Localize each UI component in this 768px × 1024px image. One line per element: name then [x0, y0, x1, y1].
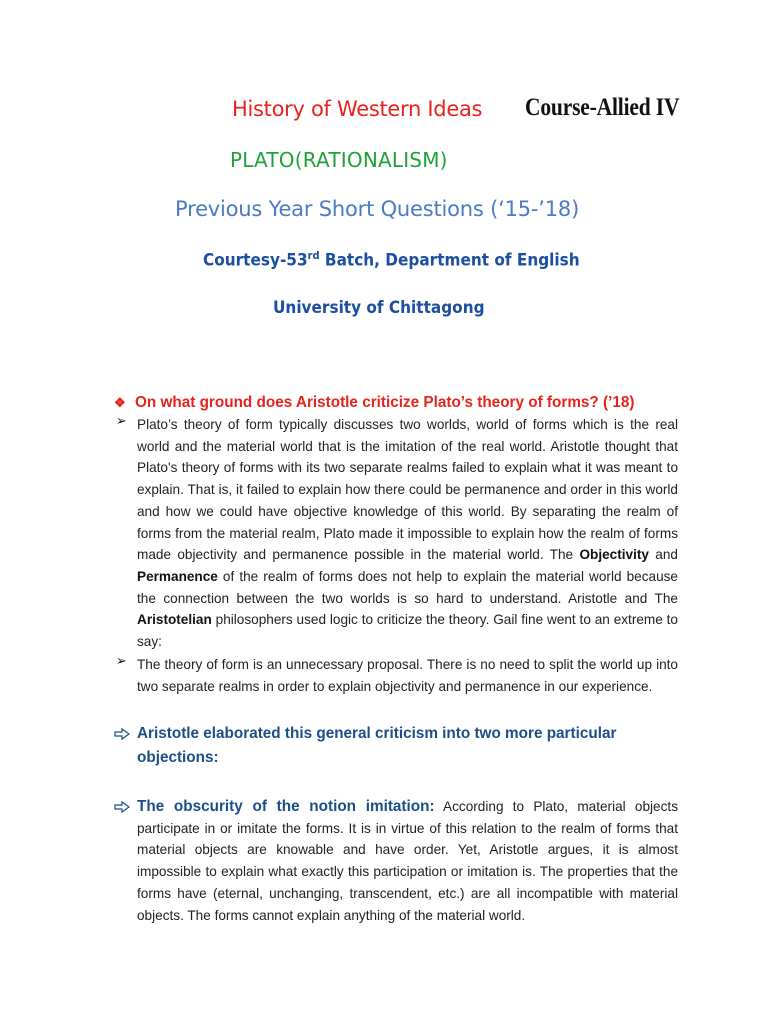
- paragraph-1: [137, 414, 678, 653]
- document-subtitle: PLATO(RATIONALISM): [230, 148, 448, 172]
- paragraph-3-lead: The obscurity of the notion imitation:: [137, 798, 435, 815]
- paragraph-1-text: of the realm of forms does not help to explain the material world because the connection between the two worlds is so hard to understand. Aristotle and The: [137, 568, 678, 606]
- courtesy-line: [203, 249, 580, 271]
- question-heading: [114, 394, 634, 412]
- courtesy-post: Batch, Department of English: [319, 250, 580, 271]
- outline-arrow-icon: [114, 801, 130, 813]
- section-heading: Aristotle elaborated this general criticism into two more particular objections:: [137, 725, 617, 766]
- arrowhead-bullet-icon: ➢: [116, 414, 127, 429]
- diamond-bullet-icon: ❖: [114, 395, 126, 410]
- document-title: History of Western Ideas: [232, 97, 483, 121]
- question-text: On what ground does Aristotle criticize Plato’s theory of forms? (’18): [135, 394, 635, 411]
- courtesy-pre: Courtesy-53: [203, 250, 308, 271]
- paragraph-1-text: Plato’s theory of form typically discusses two worlds, world of forms which is the real world and the material world that is the imitation of the real world. Aristotle thought that Plato's theory of forms with its two separate realms failed to explain what it was meant to explain. That is, it failed to explain how there could be permanence and order in this world and how we could have objective knowledge of this world. By separating the realm of forms from the material realm, Plato made it impossible to explain how the realm of forms made objectivity and permanence possible in the material world. The: [137, 417, 678, 563]
- bold-objectivity: Objectivity: [579, 547, 649, 563]
- outline-arrow-icon: [114, 728, 130, 740]
- paragraph-2: The theory of form is an unnecessary proposal. There is no need to split the world up into two separate realms in order to explain objectivity and permanence in our experience.: [137, 657, 678, 694]
- paragraph-1-text: and: [648, 547, 678, 563]
- paragraph-3-text: According to Plato, material objects participate in or imitate the forms. It is in virtue of this relation to the realm of forms that material objects are knowable and have order. Yet, Aristotle argues, it is almost impossible to explain what exactly this participation or imitation is. The properties that the forms have (eternal, unchanging, transcendent, etc.) are all incompatible with material objects. The forms cannot explain anything of the material world.: [137, 799, 678, 923]
- university-line: University of Chittagong: [273, 298, 485, 318]
- bold-permanence: Permanence: [137, 568, 218, 584]
- courtesy-sup: rd: [307, 249, 320, 262]
- paragraph-3: [137, 796, 678, 926]
- previous-year-heading: Previous Year Short Questions (‘15-’18): [175, 197, 580, 221]
- course-label: Course-Allied IV: [525, 94, 680, 121]
- arrowhead-bullet-icon: ➢: [116, 654, 127, 669]
- bold-aristotelian: Aristotelian: [137, 612, 212, 628]
- paragraph-1-text: philosophers used logic to criticize the theory. Gail fine went to an extreme to say:: [137, 612, 678, 650]
